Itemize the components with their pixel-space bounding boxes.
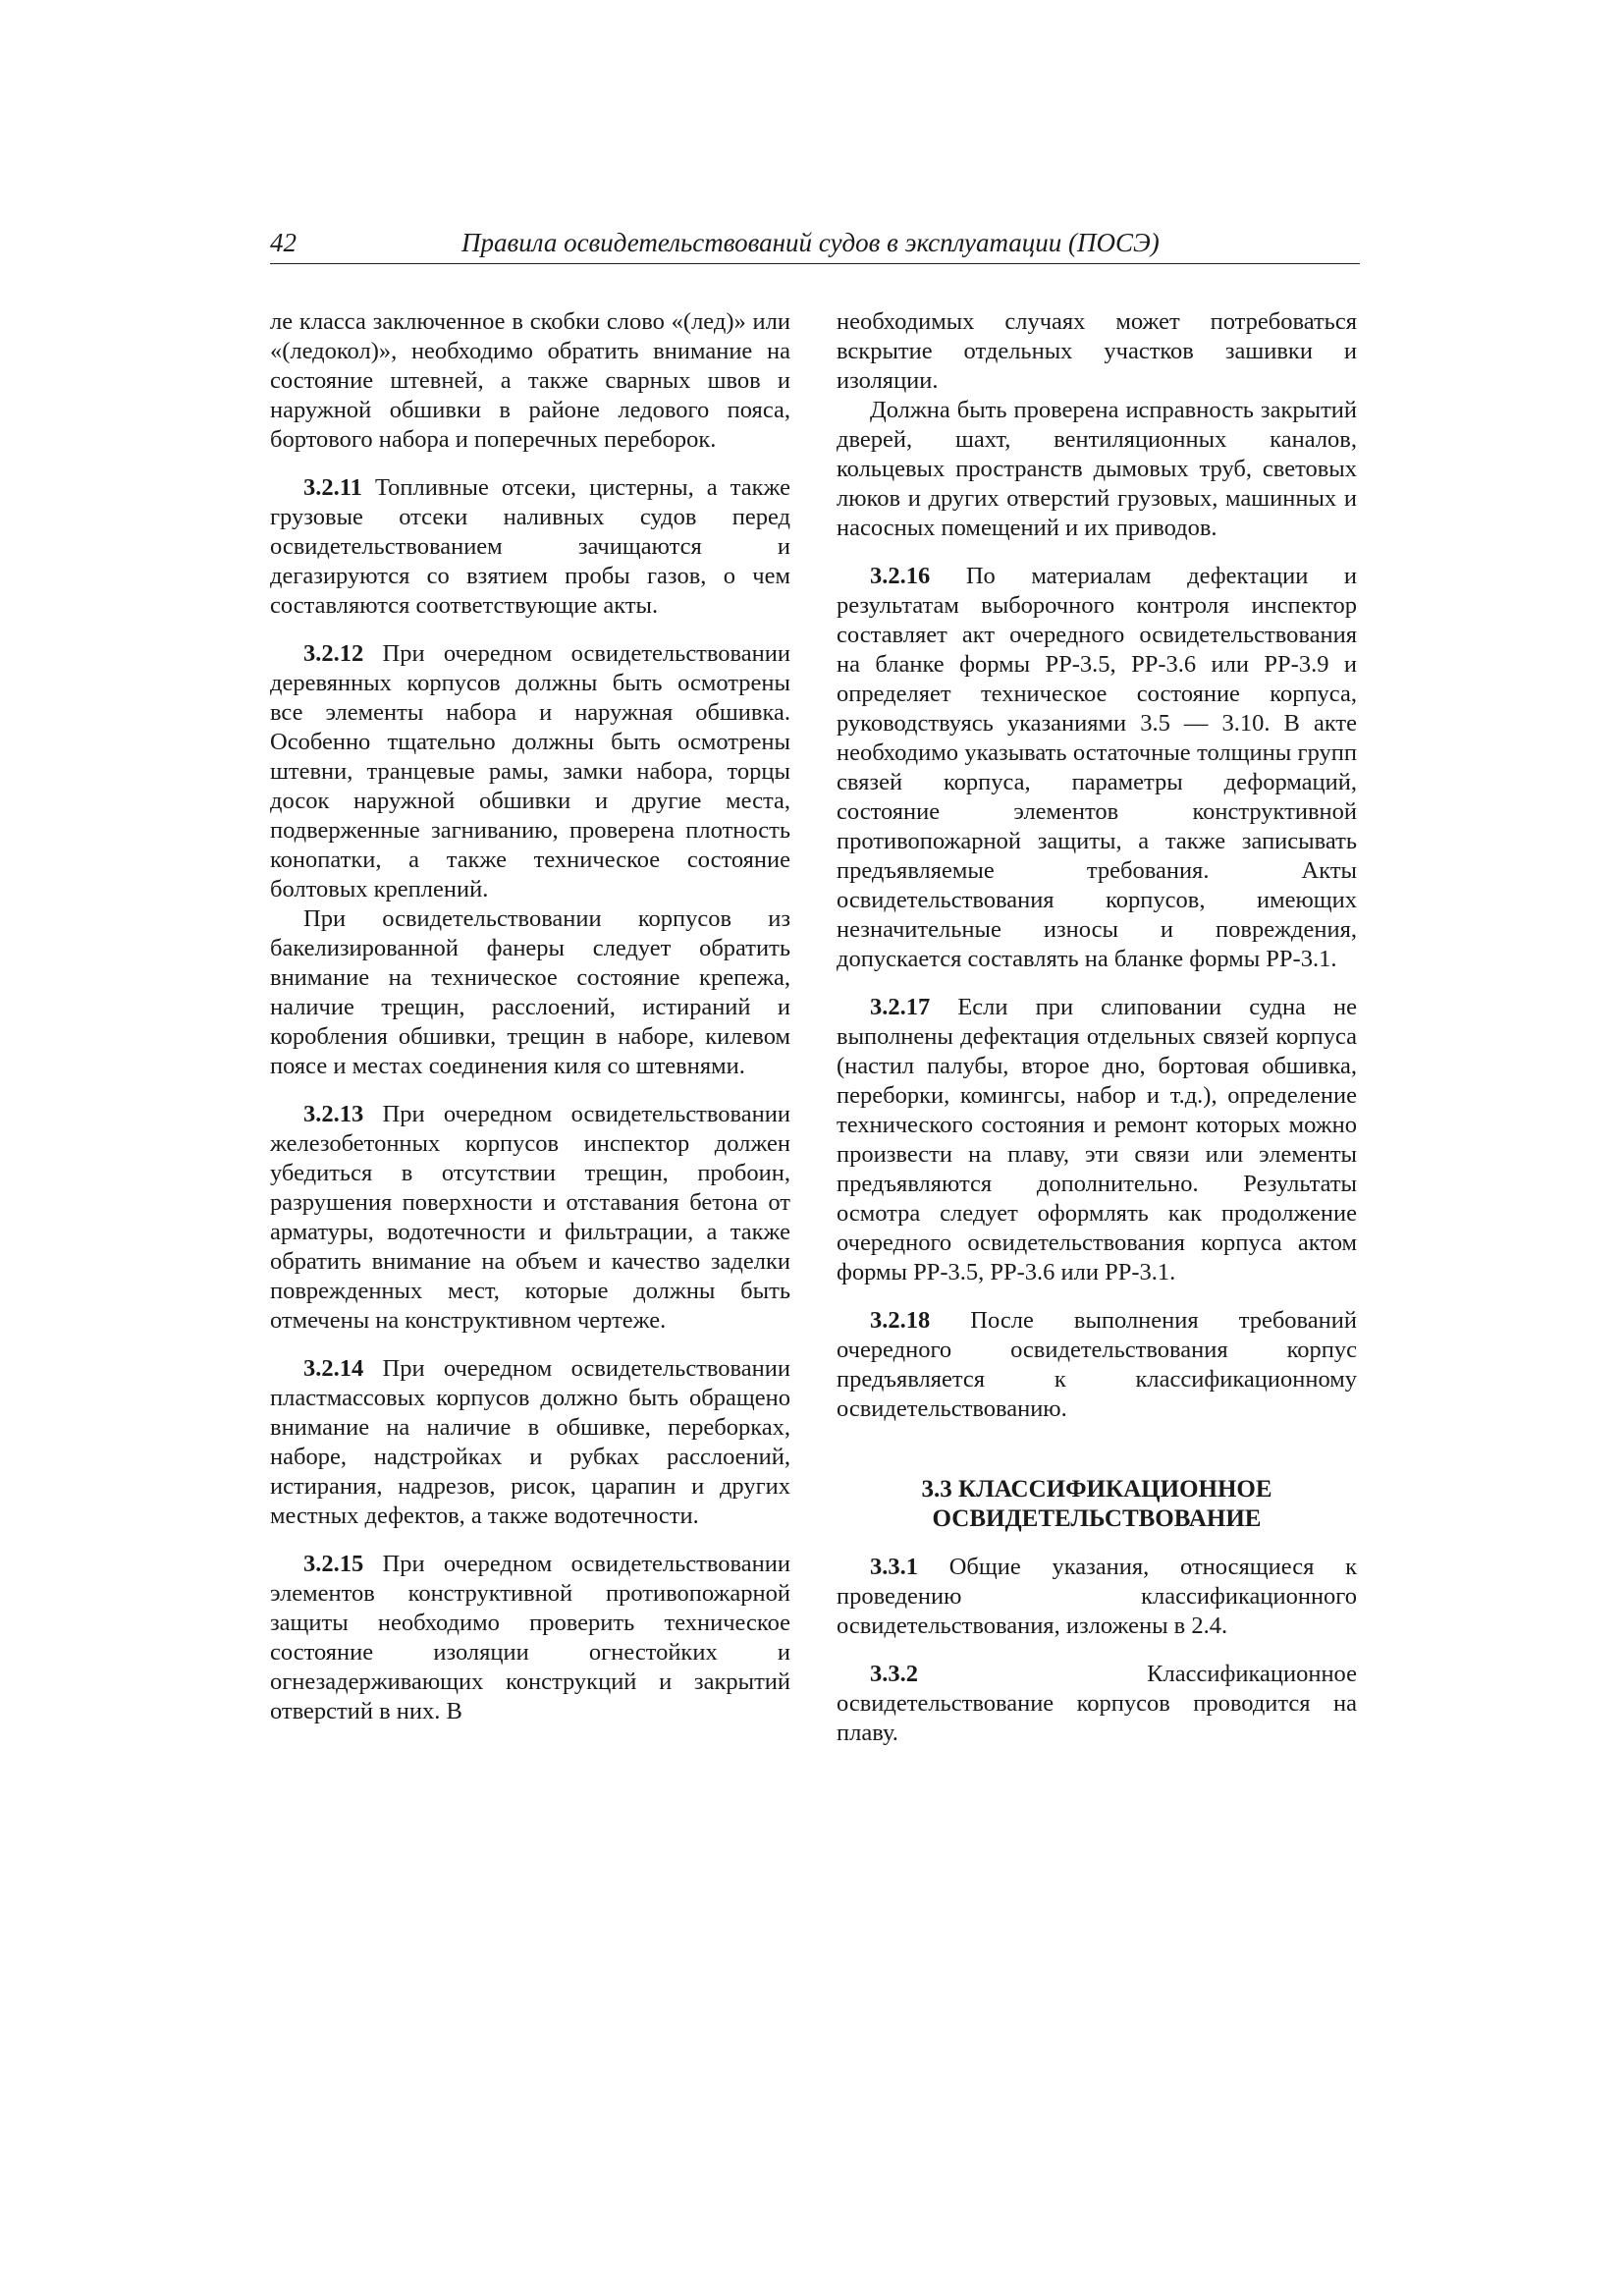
clause-3-2-13 [270, 1100, 790, 1336]
right-column [837, 307, 1357, 1748]
running-title: Правила освидетельствований судов в эксплуатации (ПОСЭ) [461, 228, 1160, 257]
clause-number: 3.2.18 [870, 1307, 931, 1334]
clause-3-2-16 [837, 562, 1357, 974]
clause-number: 3.2.13 [303, 1101, 364, 1127]
clause-number: 3.2.17 [870, 994, 931, 1020]
clause-3-2-17 [837, 993, 1357, 1287]
clause-text: Классификационное освидетельствование корпусов проводится на плаву. [837, 1661, 1357, 1746]
clause-text: При очередном освидетельствовании деревянных корпусов должны быть осмотрены все элементы набора и наружная обшивка. Особенно тщательно должны быть осмотрены штевни, транцевые рамы, замки набора, торцы досок наружной обшивки и другие места, подверженные загниванию, проверена плотность конопатки, а также техническое состояние болтовых креплений. [270, 640, 790, 902]
clause-text: При очередном освидетельствовании пластмассовых корпусов должно быть обращено внимание на наличие в обшивке, переборках, наборе, надстройках и рубках расслоений, истирания, надрезов, рисок, царапин и других местных дефектов, а также водотечности. [270, 1355, 790, 1529]
clause-text: Общие указания, относящиеся к проведению классификационного освидетельствования, изложены в 2.4. [837, 1554, 1357, 1639]
page-header [270, 228, 1360, 264]
paragraph: ле класса заключенное в скобки слово «(лед)» или «(ледокол)», необходимо обратить внимание на состояние штевней, а также сварных швов и наружной обшивки в районе ледового пояса, бортового набора и поперечных переборок. [270, 308, 790, 453]
section-heading-line: 3.3 КЛАССИФИКАЦИОННОЕ [921, 1476, 1272, 1503]
paragraph: необходимых случаях может потребоваться вскрытие отдельных участков зашивки и изоляции. [837, 308, 1357, 394]
clause-number: 3.3.2 [870, 1661, 918, 1687]
clause-3-3-2 [837, 1660, 1357, 1748]
page-number: 42 [270, 228, 297, 257]
clause-number: 3.2.14 [303, 1355, 364, 1382]
clause-text: После выполнения требований очередного освидетельствования корпус предъявляется к классификационному освидетельствованию. [837, 1307, 1357, 1422]
clause-3-3-1 [837, 1553, 1357, 1641]
left-column [270, 307, 790, 1726]
paragraph: Должна быть проверена исправность закрытий дверей, шахт, вентиляционных каналов, кольцевых пространств дымовых труб, световых люков и других отверстий грузовых, машинных и насосных помещений и их приводов. [837, 397, 1357, 541]
clause-3-2-14 [270, 1354, 790, 1531]
clause-text: При очередном освидетельствовании элементов конструктивной противопожарной защиты необходимо проверить техническое состояние изоляции огнестойких и огнезадерживающих конструкций и закрытий отверстий в них. В [270, 1551, 790, 1724]
clause-text: При очередном освидетельствовании железобетонных корпусов инспектор должен убедиться в отсутствии трещин, пробоин, разрушения поверхности и отставания бетона от арматуры, водотечности и фильтрации, а также обратить внимание на объем и качество заделки поврежденных мест, которые должны быть отмечены на конструктивном чертеже. [270, 1101, 790, 1334]
clause-3-2-15 [270, 1550, 790, 1726]
clause-number: 3.3.1 [870, 1554, 918, 1580]
clause-number: 3.2.12 [303, 640, 364, 667]
clause-3-2-12 [270, 639, 790, 904]
clause-number: 3.2.15 [303, 1551, 364, 1577]
paragraph: При освидетельствовании корпусов из бакелизированной фанеры следует обратить внимание на техническое состояние крепежа, наличие трещин, расслоений, истираний и коробления обшивки, трещин в наборе, килевом поясе и местах соединения киля со штевнями. [270, 905, 790, 1079]
clause-text: Топливные отсеки, цистерны, а также грузовые отсеки наливных судов перед освидетельствованием зачищаются и дегазируются со взятием пробы газов, о чем составляются соответствующие акты. [270, 474, 790, 619]
section-heading [837, 1475, 1357, 1534]
clause-text: По материалам дефектации и результатам выборочного контроля инспектор составляет акт очередного освидетельствования на бланке формы РР-3.5, РР-3.6 или РР-3.9 и определяет техническое состояние корпуса, руководствуясь указаниями 3.5 — 3.10. В акте необходимо указывать остаточные толщины групп связей корпуса, параметры деформаций, состояние элементов конструктивной противопожарной защиты, а также записывать предъявляемые требования. Акты освидетельствования корпусов, имеющих незначительные износы и повреждения, допускается составлять на бланке формы РР-3.1. [837, 563, 1357, 972]
section-heading-line: ОСВИДЕТЕЛЬСТВОВАНИЕ [932, 1505, 1262, 1532]
clause-number: 3.2.16 [870, 563, 931, 589]
clause-3-2-11 [270, 473, 790, 621]
clause-text: Если при слиповании судна не выполнены дефектация отдельных связей корпуса (настил палубы, второе дно, бортовая обшивка, переборки, комингсы, набор и т.д.), определение технического состояния и ремонт которых можно произвести на плаву, эти связи или элементы предъявляются дополнительно. Результаты осмотра следует оформлять как продолжение очередного освидетельствования корпуса актом формы РР-3.5, РР-3.6 или РР-3.1. [837, 994, 1357, 1285]
clause-number: 3.2.11 [303, 474, 362, 501]
clause-3-2-18 [837, 1306, 1357, 1424]
